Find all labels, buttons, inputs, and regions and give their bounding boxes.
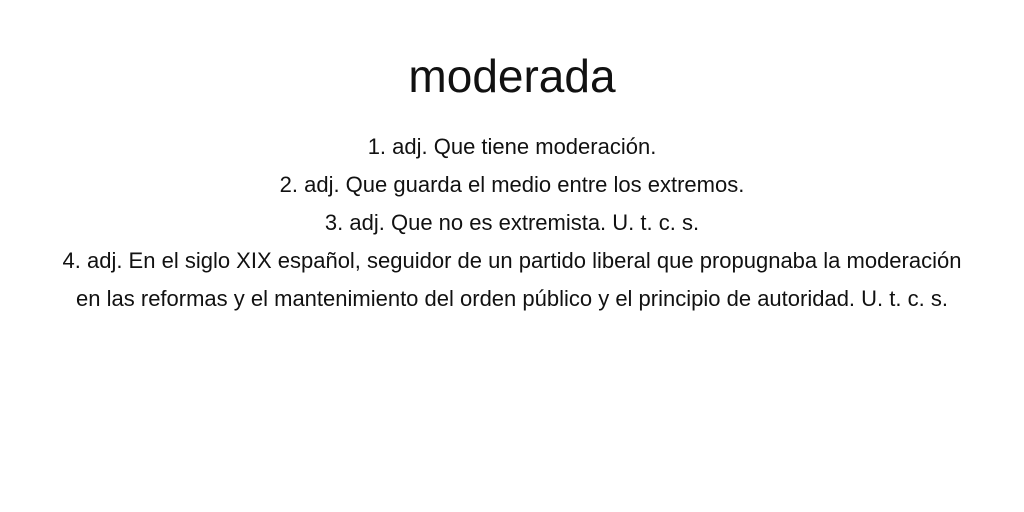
headword: moderada: [408, 50, 616, 102]
definition-1: 1. adj. Que tiene moderación.: [367, 134, 657, 159]
definition-4: 4. adj. En el siglo XIX español, seguidor de un partido liberal que propugnaba la moderación en las reformas y el mantenimiento del orden público y el principio de autoridad. U. t. c. s.: [62, 248, 962, 311]
definition-2: 2. adj. Que guarda el medio entre los extremos.: [279, 172, 745, 197]
definition-list: [62, 128, 962, 318]
definition-3: 3. adj. Que no es extremista. U. t. c. s.: [324, 210, 700, 235]
